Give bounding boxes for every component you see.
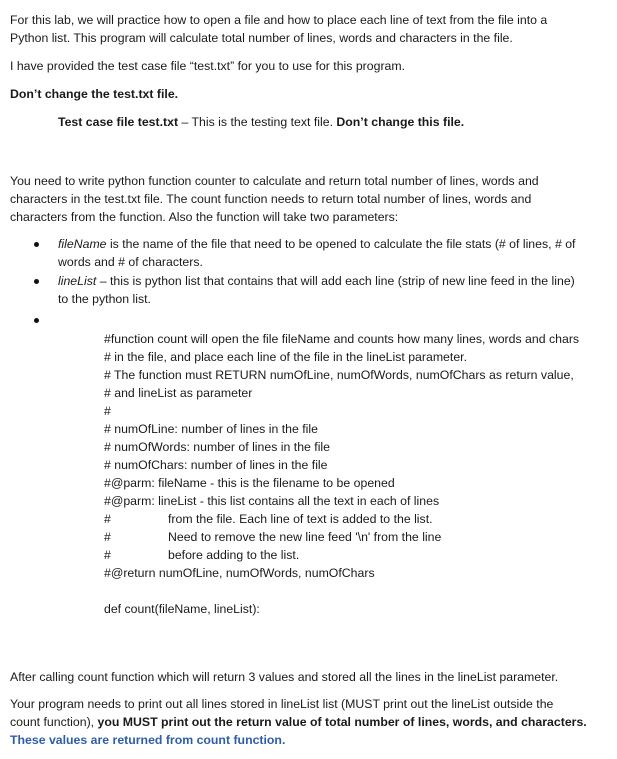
intro-line-2: Python list. This program will calculate total number of lines, words and characters in the file. <box>10 31 513 45</box>
param-filename-desc: is the name of the file that need to be opened to calculate the file stats (# of lines, # of <box>106 237 576 251</box>
code-line: before adding to the list. <box>168 548 300 562</box>
code-line-hash: # <box>104 512 111 526</box>
outro-line-2: Your program needs to print out all lines stored in lineList list (MUST print out the lineList outside the <box>10 697 554 711</box>
outro-line-1: After calling count function which will return 3 values and stored all the lines in the lineList parameter. <box>10 670 559 684</box>
code-line: # <box>104 404 111 418</box>
outro-line-3-plain: count function), <box>10 715 98 729</box>
intro-line-1: For this lab, we will practice how to open a file and how to place each line of text from the file into a <box>10 13 548 27</box>
intro-line-3: I have provided the test case file “test.txt” for you to use for this program. <box>10 59 406 73</box>
param-filename: fileName <box>58 237 107 251</box>
code-line-hash: # <box>104 548 111 562</box>
code-line: #@parm: lineList - this list contains all the text in each of lines <box>104 494 440 508</box>
code-line: # in the file, and place each line of the file in the lineList parameter. <box>104 350 467 364</box>
code-line: from the file. Each line of text is added to the list. <box>168 512 433 526</box>
outro-line-3 <box>10 714 587 731</box>
code-line: # numOfWords: number of lines in the file <box>104 440 331 454</box>
outro-line-4: These values are returned from count function. <box>10 733 286 747</box>
bullet-icon <box>34 279 39 284</box>
test-case-label: Test case file test.txt <box>58 115 179 129</box>
test-case-description: – This is the testing text file. <box>178 115 337 129</box>
code-line-hash: # <box>104 530 111 544</box>
test-case-line <box>58 114 464 131</box>
outro-line-3-bold: you MUST print out the return value of total number of lines, words, and characters. <box>97 715 587 729</box>
bullet-filename-cont: words and # of characters. <box>58 255 203 269</box>
code-line: # and lineList as parameter <box>104 386 253 400</box>
bullet-icon <box>34 242 39 247</box>
task-line-2: characters in the test.txt file. The count function needs to return total number of lines, words and <box>10 192 532 206</box>
test-case-warning: Don’t change this file. <box>336 115 465 129</box>
intro-warning: Don’t change the test.txt file. <box>10 87 179 101</box>
bullet-icon <box>34 318 39 323</box>
task-line-3: characters from the function. Also the function will take two parameters: <box>10 210 399 224</box>
code-line: #function count will open the file fileName and counts how many lines, words and chars <box>104 332 580 346</box>
bullet-linelist <box>58 273 575 290</box>
code-line: Need to remove the new line feed '\n' from the line <box>168 530 442 544</box>
code-line: #@return numOfLine, numOfWords, numOfChars <box>104 566 375 580</box>
code-line: # numOfChars: number of lines in the file <box>104 458 328 472</box>
code-line: #@parm: fileName - this is the filename to be opened <box>104 476 395 490</box>
param-linelist-desc: – this is python list that contains that will add each line (strip of new line feed in the line) <box>96 274 575 288</box>
param-linelist: lineList <box>58 274 97 288</box>
code-def-line: def count(fileName, lineList): <box>104 602 260 616</box>
bullet-linelist-cont: to the python list. <box>58 292 151 306</box>
bullet-filename <box>58 236 575 253</box>
task-line-1: You need to write python function counter to calculate and return total number of lines, words and <box>10 174 539 188</box>
code-line: # numOfLine: number of lines in the file <box>104 422 318 436</box>
code-line: # The function must RETURN numOfLine, numOfWords, numOfChars as return value, <box>104 368 574 382</box>
